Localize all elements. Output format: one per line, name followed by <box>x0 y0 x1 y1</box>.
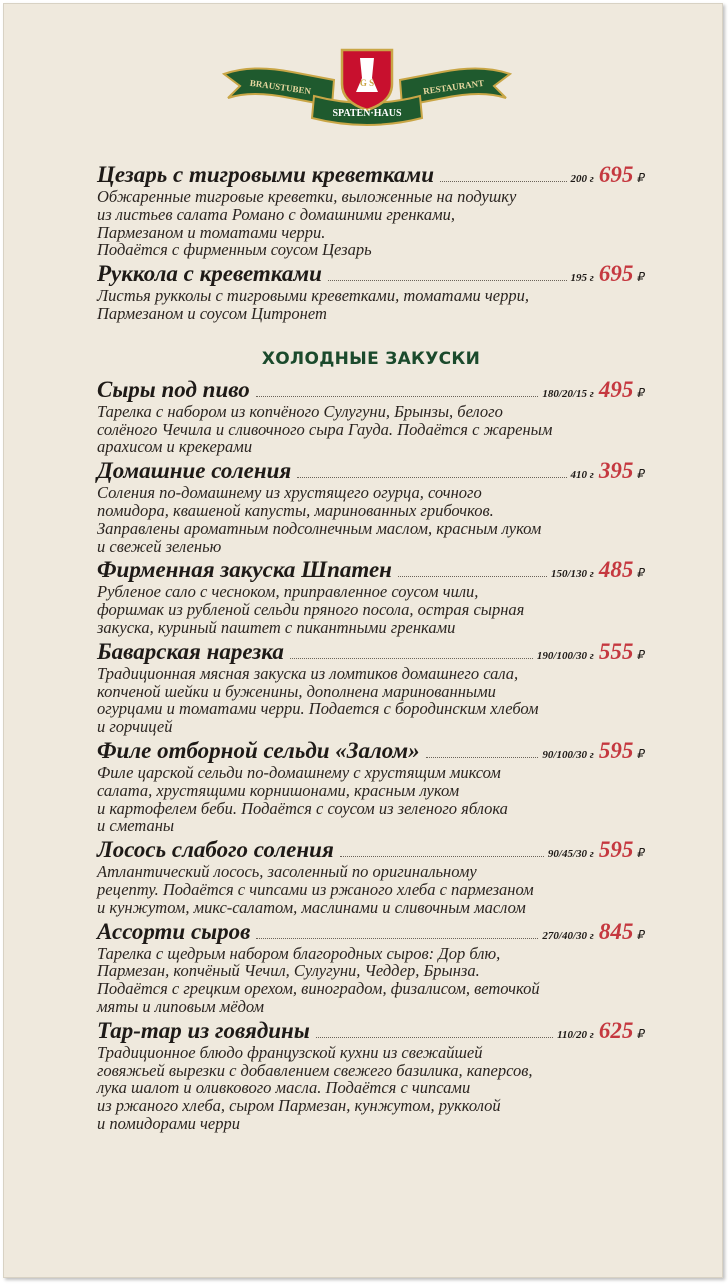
menu-content <box>97 162 645 1135</box>
menu-item-header <box>97 919 645 945</box>
dot-leader <box>290 658 533 659</box>
dot-leader <box>297 477 566 478</box>
description-line: Заправлены ароматным подсолнечным маслом, красным луком <box>97 518 542 538</box>
menu-item-weight: 150/130 г <box>550 568 594 581</box>
menu-item-weight: 190/100/30 г <box>536 649 594 662</box>
menu-item-price: 485 <box>598 557 634 583</box>
menu-item <box>97 639 645 736</box>
ruble-icon: ₽ <box>637 927 645 942</box>
menu-item-name: Руккола с креветками <box>97 261 322 287</box>
menu-item-header <box>97 458 645 484</box>
description-line: помидора, квашеной капусты, маринованных грибочков. <box>97 500 494 520</box>
description-line: копченой шейки и буженины, дополнена маринованными <box>97 681 496 701</box>
menu-item <box>97 162 645 259</box>
menu-item-weight: 180/20/15 г <box>542 387 594 400</box>
menu-item-header <box>97 1018 645 1044</box>
ruble-icon: ₽ <box>637 647 645 662</box>
menu-item <box>97 837 645 916</box>
dot-leader <box>440 181 567 182</box>
menu-item-weight: 90/45/30 г <box>547 848 594 861</box>
menu-item-price: 595 <box>598 737 634 763</box>
spaten-haus-logo <box>222 44 512 128</box>
section-title-cold-appetizers: ХОЛОДНЫЕ ЗАКУСКИ <box>261 348 481 369</box>
menu-item-price: 625 <box>598 1017 634 1043</box>
menu-item-header <box>97 837 645 863</box>
menu-item-name: Ассорти сыров <box>97 918 251 944</box>
menu-item-name: Фирменная закуска Шпатен <box>97 557 392 583</box>
description-line: и свежей зеленью <box>97 536 222 556</box>
description-line: Тарелка с набором из копчёного Сулугуни, Брынзы, белого <box>97 401 503 421</box>
description-line: Пармезан, копчёный Чечил, Сулугуни, Чеддер, Брынза. <box>97 961 480 981</box>
dot-leader <box>256 938 538 939</box>
menu-item-weight: 410 г <box>570 469 594 482</box>
menu-item-weight: 195 г <box>570 272 594 285</box>
menu-item <box>97 557 645 636</box>
dot-leader <box>328 280 567 281</box>
menu-item-description <box>97 287 645 323</box>
description-line: из листьев салата Романо с домашними гренками, <box>97 204 455 224</box>
menu-item-name: Цезарь с тигровыми креветками <box>97 162 434 187</box>
menu-item-price: 495 <box>598 376 634 402</box>
menu-item <box>97 738 645 835</box>
dot-leader <box>340 856 544 857</box>
description-line: салата, хрустящими корнишонами, красным луком <box>97 780 460 800</box>
ruble-icon: ₽ <box>637 746 645 761</box>
description-line: и помидорами черри <box>97 1113 240 1133</box>
menu-item-description <box>97 863 645 916</box>
ruble-icon: ₽ <box>637 171 645 185</box>
menu-item-description <box>97 188 645 259</box>
description-line: Рубленое сало с чесноком, приправленное соусом чили, <box>97 582 479 602</box>
description-line: рецепту. Подаётся с чипсами из ржаного хлеба с пармезаном <box>97 879 534 899</box>
menu-item-weight: 200 г <box>570 173 594 185</box>
menu-item-description <box>97 403 645 456</box>
description-line: и горчицей <box>97 717 173 737</box>
description-line: форшмак из рубленой сельди пряного посола, острая сырная <box>97 600 525 620</box>
description-line: из ржаного хлеба, сыром Пармезан, кунжутом, рукколой <box>97 1096 501 1116</box>
description-line: Атлантический лосось, засоленный по оригинальному <box>97 862 477 882</box>
description-line: Соления по-домашнему из хрустящего огурца, сочного <box>97 483 482 503</box>
menu-item-name: Лосось слабого соления <box>97 837 334 863</box>
menu-item-name: Домашние соления <box>97 458 292 484</box>
cold-appetizers-list <box>97 377 645 1133</box>
description-line: и кунжутом, микс-салатом, маслинами и сливочным маслом <box>97 897 526 917</box>
description-line: закуска, куриный паштет с пикантными гренками <box>97 617 456 637</box>
menu-item-description <box>97 764 645 835</box>
menu-item <box>97 1018 645 1133</box>
menu-item-weight: 90/100/30 г <box>542 748 594 761</box>
description-line: Тарелка с щедрым набором благородных сыров: Дор блю, <box>97 943 501 963</box>
description-line: Подаётся с фирменным соусом Цезарь <box>97 240 372 260</box>
description-line: Филе царской сельди по-домашнему с хрустящим миксом <box>97 762 501 782</box>
menu-item-weight: 110/20 г <box>557 1028 594 1041</box>
description-line: лука шалот и оливкового масла. Подаётся с чипсами <box>97 1078 471 1098</box>
menu-item-price: 595 <box>598 837 634 863</box>
menu-item-description <box>97 945 645 1016</box>
description-line: Традиционное блюдо французской кухни из свежайшей <box>97 1042 483 1062</box>
menu-item-name: Тар-тар из говядины <box>97 1017 310 1043</box>
menu-item-price: 695 <box>598 162 634 187</box>
menu-item-description <box>97 665 645 736</box>
menu-item-description <box>97 1044 645 1133</box>
menu-item-header <box>97 261 645 287</box>
description-line: Пармезаном и соусом Цитронет <box>97 303 327 323</box>
description-line: и сметаны <box>97 816 175 836</box>
menu-item-weight: 270/40/30 г <box>542 929 594 942</box>
description-line: Обжаренные тигровые креветки, выложенные на подушку <box>97 187 517 206</box>
logo-monogram: G S <box>359 78 375 88</box>
menu-item-price: 395 <box>598 458 634 484</box>
menu-item-description <box>97 583 645 636</box>
logo-center-banner-text: SPATEN·HAUS <box>332 108 402 119</box>
salads-list <box>97 162 645 323</box>
menu-item-header <box>97 639 645 665</box>
menu-item-price: 555 <box>598 638 634 664</box>
menu-item-name: Баварская нарезка <box>97 638 284 664</box>
menu-item-name: Сыры под пиво <box>97 376 250 402</box>
dot-leader <box>256 396 539 397</box>
ruble-icon: ₽ <box>637 1026 645 1041</box>
ruble-icon: ₽ <box>637 467 645 482</box>
menu-item-price: 845 <box>598 918 634 944</box>
menu-item-header <box>97 738 645 764</box>
menu-item <box>97 458 645 555</box>
logo-left-banner-text: BRAUSTUBEN <box>249 77 312 97</box>
menu-item-price: 695 <box>598 261 634 287</box>
description-line: Пармезаном и томатами черри. <box>97 222 326 242</box>
ruble-icon: ₽ <box>637 270 645 285</box>
menu-item-description <box>97 484 645 555</box>
description-line: Листья рукколы с тигровыми креветками, томатами черри, <box>97 286 529 306</box>
dot-leader <box>398 576 547 577</box>
description-line: Подаётся с грецким орехом, виноградом, физалисом, веточкой <box>97 979 540 999</box>
menu-page <box>3 3 723 1278</box>
ruble-icon: ₽ <box>637 846 645 861</box>
menu-item-header <box>97 557 645 583</box>
menu-item <box>97 377 645 456</box>
logo-right-banner-text: RESTAURANT <box>422 77 485 97</box>
description-line: мяты и липовым мёдом <box>97 996 265 1016</box>
description-line: арахисом и крекерами <box>97 437 253 457</box>
description-line: и картофелем беби. Подаётся с соусом из зеленого яблока <box>97 798 508 818</box>
description-line: солёного Чечила и сливочного сыра Гауда. Подаётся с жареным <box>97 419 553 439</box>
menu-item-name: Филе отборной сельди «Залом» <box>97 737 420 763</box>
menu-item <box>97 919 645 1016</box>
menu-item-header <box>97 377 645 403</box>
ruble-icon: ₽ <box>637 566 645 581</box>
description-line: говяжьей вырезки с добавлением свежего базилика, каперсов, <box>97 1060 533 1080</box>
dot-leader <box>316 1037 553 1038</box>
ruble-icon: ₽ <box>637 385 645 400</box>
description-line: огурцами и томатами черри. Подается с бородинским хлебом <box>97 699 539 719</box>
dot-leader <box>426 757 539 758</box>
menu-item <box>97 261 645 323</box>
description-line: Традиционная мясная закуска из ломтиков домашнего сала, <box>97 663 519 683</box>
menu-item-header <box>97 162 645 188</box>
